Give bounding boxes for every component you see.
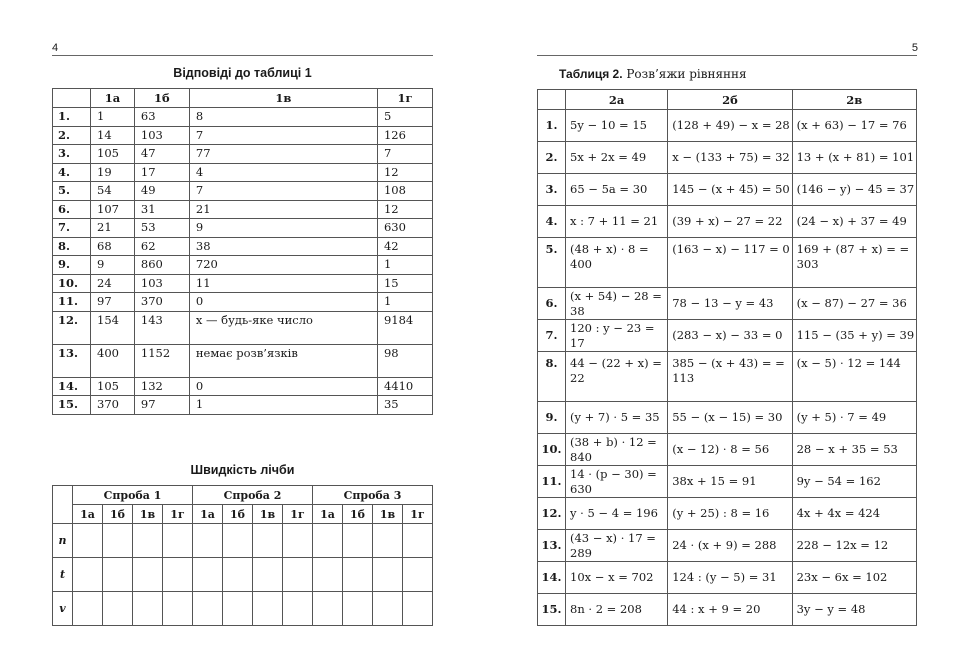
row-number: 9. <box>53 256 91 275</box>
table-cell: 103 <box>134 126 189 145</box>
table-cell: 108 <box>377 182 432 201</box>
row-number: 9. <box>538 402 566 434</box>
table-row <box>538 238 917 288</box>
table-cell: 47 <box>134 145 189 164</box>
column-header: 1г <box>377 89 432 108</box>
table-cell: x — будь-яке число <box>189 311 377 344</box>
table-row <box>53 377 433 396</box>
table-cell: 7 <box>189 182 377 201</box>
empty-cell[interactable] <box>193 592 223 626</box>
equation-cell: (y + 5) · 7 = 49 <box>792 402 916 434</box>
equation-cell: 55 − (x − 15) = 30 <box>668 402 792 434</box>
table-cell: 107 <box>91 200 135 219</box>
row-number: 1. <box>53 108 91 127</box>
equation-cell: 13 + (x + 81) = 101 <box>792 142 916 174</box>
table-row <box>53 256 433 275</box>
equation-cell: 44 : x + 9 = 20 <box>668 594 792 626</box>
table-cell: 9184 <box>377 311 432 344</box>
equation-cell: 3y − y = 48 <box>792 594 916 626</box>
empty-cell[interactable] <box>403 592 433 626</box>
empty-cell[interactable] <box>373 558 403 592</box>
equation-cell: 4x + 4x = 424 <box>792 498 916 530</box>
column-header: 2а <box>566 90 668 110</box>
equation-cell: 23x − 6x = 102 <box>792 562 916 594</box>
table-row <box>538 466 917 498</box>
row-number: 4. <box>53 163 91 182</box>
empty-cell[interactable] <box>163 592 193 626</box>
row-number: 8. <box>538 352 566 402</box>
equation-cell: 14 · (p − 30) = 630 <box>566 466 668 498</box>
equation-cell: 44 − (22 + x) = 22 <box>566 352 668 402</box>
empty-cell[interactable] <box>103 592 133 626</box>
equation-cell: 124 : (y − 5) = 31 <box>668 562 792 594</box>
row-label: t <box>53 558 73 592</box>
equation-cell: x − (133 + 75) = 32 <box>668 142 792 174</box>
table-row <box>53 145 433 164</box>
equation-cell: (283 − x) − 33 = 0 <box>668 320 792 352</box>
equation-cell: (39 + x) − 27 = 22 <box>668 206 792 238</box>
table-cell: 38 <box>189 237 377 256</box>
table-cell: 35 <box>377 396 432 415</box>
equation-cell: 24 · (x + 9) = 288 <box>668 530 792 562</box>
table-row <box>538 402 917 434</box>
table-row <box>538 110 917 142</box>
table-cell: 77 <box>189 145 377 164</box>
right-page <box>485 0 970 669</box>
table-row <box>538 498 917 530</box>
table-row <box>538 142 917 174</box>
table-cell: 0 <box>189 377 377 396</box>
column-header: 2в <box>792 90 916 110</box>
equation-cell: 228 − 12x = 12 <box>792 530 916 562</box>
equation-cell: y · 5 − 4 = 196 <box>566 498 668 530</box>
equation-cell: (163 − x) − 117 = 0 <box>668 238 792 288</box>
row-number: 15. <box>53 396 91 415</box>
empty-cell[interactable] <box>373 592 403 626</box>
row-number: 13. <box>538 530 566 562</box>
equation-cell: (128 + 49) − x = 28 <box>668 110 792 142</box>
attempt-header: Спроба 2 <box>193 486 313 505</box>
equation-cell: 78 − 13 − y = 43 <box>668 288 792 320</box>
equation-cell: 115 − (35 + y) = 39 <box>792 320 916 352</box>
row-number: 14. <box>538 562 566 594</box>
table-row <box>53 592 433 626</box>
empty-cell[interactable] <box>343 592 373 626</box>
table-cell: 17 <box>134 163 189 182</box>
table-row <box>53 558 433 592</box>
table-row <box>53 200 433 219</box>
table-cell: 1152 <box>134 344 189 377</box>
equation-cell: 65 − 5a = 30 <box>566 174 668 206</box>
table-cell: 132 <box>134 377 189 396</box>
table-cell: 5 <box>377 108 432 127</box>
empty-cell[interactable] <box>163 524 193 558</box>
table-caption: Розв’яжи рівняння <box>622 67 747 81</box>
equation-cell: (146 − y) − 45 = 37 <box>792 174 916 206</box>
table-cell: 11 <box>189 274 377 293</box>
empty-cell[interactable] <box>313 592 343 626</box>
table-cell: 1 <box>377 256 432 275</box>
table-cell: 49 <box>134 182 189 201</box>
empty-cell[interactable] <box>73 524 103 558</box>
table-cell: 370 <box>134 293 189 312</box>
row-number: 10. <box>538 434 566 466</box>
table-cell: 860 <box>134 256 189 275</box>
table-row <box>538 206 917 238</box>
table-cell: 21 <box>91 219 135 238</box>
sub-header: 1г <box>163 505 193 524</box>
table-cell: 54 <box>91 182 135 201</box>
equation-cell: 385 − (x + 43) = = 113 <box>668 352 792 402</box>
row-number: 6. <box>538 288 566 320</box>
empty-cell[interactable] <box>403 524 433 558</box>
table-row <box>53 182 433 201</box>
sub-header: 1б <box>343 505 373 524</box>
sub-header: 1г <box>283 505 313 524</box>
table-cell: 19 <box>91 163 135 182</box>
table-cell: 12 <box>377 200 432 219</box>
table-cell: 21 <box>189 200 377 219</box>
empty-cell[interactable] <box>103 558 133 592</box>
empty-cell[interactable] <box>253 524 283 558</box>
speed-table <box>52 485 433 626</box>
table-row <box>53 274 433 293</box>
equation-cell: 10x − x = 702 <box>566 562 668 594</box>
empty-cell[interactable] <box>283 592 313 626</box>
equations-header-row <box>538 90 917 110</box>
table-cell: 0 <box>189 293 377 312</box>
page-number: 5 <box>911 42 918 54</box>
table-row <box>53 524 433 558</box>
table-row <box>538 530 917 562</box>
table-row <box>538 288 917 320</box>
table-cell: 9 <box>91 256 135 275</box>
equation-cell: 5y − 10 = 15 <box>566 110 668 142</box>
table-row <box>53 219 433 238</box>
row-number: 8. <box>53 237 91 256</box>
equation-cell: 120 : y − 23 = 17 <box>566 320 668 352</box>
empty-cell[interactable] <box>223 524 253 558</box>
sub-header: 1б <box>223 505 253 524</box>
row-number: 3. <box>538 174 566 206</box>
table-cell: 9 <box>189 219 377 238</box>
empty-cell[interactable] <box>313 524 343 558</box>
table-cell: 105 <box>91 145 135 164</box>
equations-table <box>537 89 917 626</box>
table-cell: 154 <box>91 311 135 344</box>
table-cell: 98 <box>377 344 432 377</box>
table-row <box>538 352 917 402</box>
empty-cell[interactable] <box>283 558 313 592</box>
equation-cell: x : 7 + 11 = 21 <box>566 206 668 238</box>
table-row <box>538 562 917 594</box>
equation-cell: (x − 87) − 27 = 36 <box>792 288 916 320</box>
table-cell: 126 <box>377 126 432 145</box>
table-cell: 370 <box>91 396 135 415</box>
row-number: 15. <box>538 594 566 626</box>
equation-cell: (48 + x) · 8 = 400 <box>566 238 668 288</box>
table-row <box>53 311 433 344</box>
empty-cell[interactable] <box>343 558 373 592</box>
table-label: Таблиця 2. <box>559 67 623 81</box>
equation-cell: 28 − x + 35 = 53 <box>792 434 916 466</box>
sub-header: 1а <box>313 505 343 524</box>
table-row <box>53 126 433 145</box>
speed-subheader-row <box>53 505 433 524</box>
row-number: 12. <box>53 311 91 344</box>
empty-cell[interactable] <box>73 592 103 626</box>
table-cell: 630 <box>377 219 432 238</box>
table-cell: 103 <box>134 274 189 293</box>
sub-header: 1г <box>403 505 433 524</box>
row-number: 3. <box>53 145 91 164</box>
table-row <box>538 434 917 466</box>
table-cell: 8 <box>189 108 377 127</box>
table-row <box>538 594 917 626</box>
header-rule <box>52 55 433 56</box>
table-row <box>53 237 433 256</box>
sub-header: 1в <box>373 505 403 524</box>
empty-cell[interactable] <box>133 558 163 592</box>
table-cell: 400 <box>91 344 135 377</box>
column-header: 1а <box>91 89 135 108</box>
equation-cell: (x − 5) · 12 = 144 <box>792 352 916 402</box>
empty-cell[interactable] <box>283 524 313 558</box>
empty-cell[interactable] <box>193 558 223 592</box>
row-number: 11. <box>538 466 566 498</box>
equations-title <box>559 67 747 81</box>
empty-cell[interactable] <box>133 524 163 558</box>
table-row <box>538 174 917 206</box>
row-number: 5. <box>538 238 566 288</box>
empty-cell[interactable] <box>403 558 433 592</box>
table-row <box>53 163 433 182</box>
empty-cell[interactable] <box>73 558 103 592</box>
table-row <box>53 293 433 312</box>
sub-header: 1в <box>133 505 163 524</box>
row-number: 7. <box>53 219 91 238</box>
table-cell: 53 <box>134 219 189 238</box>
empty-cell[interactable] <box>313 558 343 592</box>
equation-cell: 9y − 54 = 162 <box>792 466 916 498</box>
table-cell: 4 <box>189 163 377 182</box>
table-cell: 4410 <box>377 377 432 396</box>
equation-cell: 169 + (87 + x) = = 303 <box>792 238 916 288</box>
speed-title: Швидкість лічби <box>190 463 295 477</box>
row-number: 7. <box>538 320 566 352</box>
table-cell: 68 <box>91 237 135 256</box>
corner-cell <box>53 486 73 524</box>
equation-cell: (y + 25) : 8 = 16 <box>668 498 792 530</box>
table-cell: 7 <box>377 145 432 164</box>
answers-table <box>52 88 433 415</box>
equation-cell: (y + 7) · 5 = 35 <box>566 402 668 434</box>
corner-cell <box>53 89 91 108</box>
empty-cell[interactable] <box>163 558 193 592</box>
row-number: 1. <box>538 110 566 142</box>
header-rule <box>537 55 917 56</box>
corner-cell <box>538 90 566 110</box>
empty-cell[interactable] <box>253 558 283 592</box>
equation-cell: 38x + 15 = 91 <box>668 466 792 498</box>
empty-cell[interactable] <box>133 592 163 626</box>
table-cell: 720 <box>189 256 377 275</box>
speed-attempt-row <box>53 486 433 505</box>
table-cell: 12 <box>377 163 432 182</box>
row-number: 10. <box>53 274 91 293</box>
table-cell: 97 <box>91 293 135 312</box>
table-cell: 143 <box>134 311 189 344</box>
empty-cell[interactable] <box>253 592 283 626</box>
table-cell: 7 <box>189 126 377 145</box>
equation-cell: (x + 54) − 28 = 38 <box>566 288 668 320</box>
table-cell: 14 <box>91 126 135 145</box>
sub-header: 1а <box>193 505 223 524</box>
column-header: 2б <box>668 90 792 110</box>
row-number: 13. <box>53 344 91 377</box>
table-cell: 15 <box>377 274 432 293</box>
sub-header: 1а <box>73 505 103 524</box>
page-number: 4 <box>52 42 59 54</box>
table-row <box>538 320 917 352</box>
row-number: 2. <box>538 142 566 174</box>
row-number: 11. <box>53 293 91 312</box>
answers-header-row <box>53 89 433 108</box>
row-number: 14. <box>53 377 91 396</box>
table-row <box>53 344 433 377</box>
empty-cell[interactable] <box>223 558 253 592</box>
equation-cell: (x + 63) − 17 = 76 <box>792 110 916 142</box>
empty-cell[interactable] <box>223 592 253 626</box>
empty-cell[interactable] <box>193 524 223 558</box>
equation-cell: 5x + 2x = 49 <box>566 142 668 174</box>
row-number: 4. <box>538 206 566 238</box>
empty-cell[interactable] <box>343 524 373 558</box>
equation-cell: (24 − x) + 37 = 49 <box>792 206 916 238</box>
empty-cell[interactable] <box>103 524 133 558</box>
table-cell: 42 <box>377 237 432 256</box>
answers-title: Відповіді до таблиці 1 <box>173 66 312 80</box>
table-cell: 24 <box>91 274 135 293</box>
equation-cell: 145 − (x + 45) = 50 <box>668 174 792 206</box>
row-label: n <box>53 524 73 558</box>
column-header: 1в <box>189 89 377 108</box>
table-row <box>53 108 433 127</box>
table-cell: 62 <box>134 237 189 256</box>
row-number: 12. <box>538 498 566 530</box>
row-number: 5. <box>53 182 91 201</box>
equation-cell: (38 + b) · 12 = 840 <box>566 434 668 466</box>
table-cell: 31 <box>134 200 189 219</box>
equation-cell: 8n · 2 = 208 <box>566 594 668 626</box>
sub-header: 1в <box>253 505 283 524</box>
table-cell: 97 <box>134 396 189 415</box>
table-cell: 1 <box>377 293 432 312</box>
equation-cell: (43 − x) · 17 = 289 <box>566 530 668 562</box>
table-cell: 1 <box>189 396 377 415</box>
attempt-header: Спроба 3 <box>313 486 433 505</box>
row-number: 6. <box>53 200 91 219</box>
table-cell: 105 <box>91 377 135 396</box>
table-cell: 63 <box>134 108 189 127</box>
empty-cell[interactable] <box>373 524 403 558</box>
table-cell: 1 <box>91 108 135 127</box>
table-row <box>53 396 433 415</box>
row-number: 2. <box>53 126 91 145</box>
row-label: v <box>53 592 73 626</box>
sub-header: 1б <box>103 505 133 524</box>
table-cell: немає розв’язків <box>189 344 377 377</box>
equation-cell: (x − 12) · 8 = 56 <box>668 434 792 466</box>
column-header: 1б <box>134 89 189 108</box>
attempt-header: Спроба 1 <box>73 486 193 505</box>
